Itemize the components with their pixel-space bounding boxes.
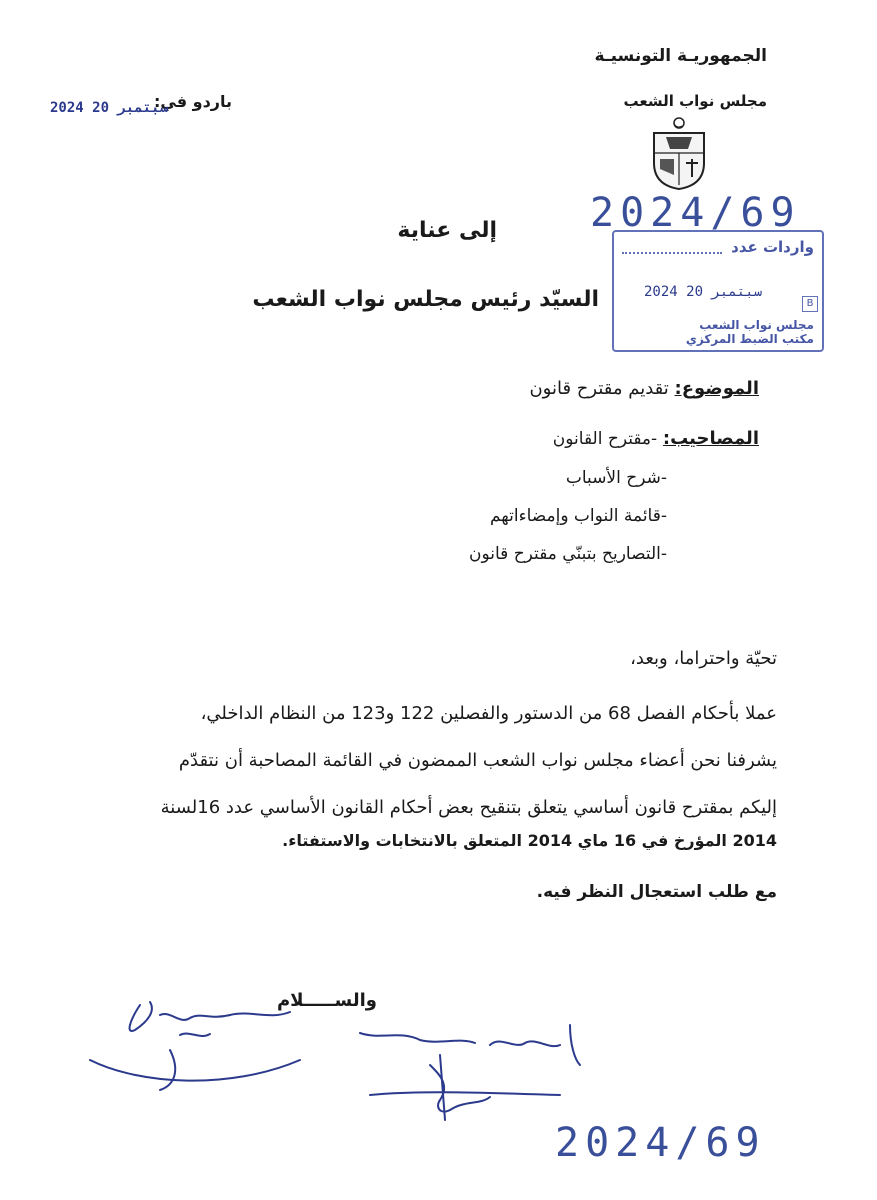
body-line: إليكم بمقترح قانون أساسي يتعلق بتنقيح بعض أحكام القانون الأساسي عدد 16لسنة — [160, 797, 777, 818]
registration-org-line2: مكتب الضبط المركزي — [685, 332, 814, 346]
subject — [529, 378, 759, 399]
date-stamp: 2024 سبتمبر 20 — [50, 100, 169, 116]
body-line: عملا بأحكام الفصل 68 من الدستور والفصلين 122 و123 من النظام الداخلي، — [200, 703, 777, 724]
place-label: باردو في: — [153, 92, 232, 111]
registration-corner-mark: B — [802, 296, 818, 312]
subject-text: تقديم مقترح قانون — [529, 378, 669, 399]
registration-stamp — [612, 230, 824, 352]
attachments-label: المصاحيب: — [662, 428, 759, 449]
footer-registration-number: 2024/69 — [555, 1120, 766, 1166]
body-line: يشرفنا نحن أعضاء مجلس نواب الشعب الممضون في القائمة المصاحبة أن نتقدّم — [178, 750, 777, 771]
recipient-line2: السيّد رئيس مجلس نواب الشعب — [252, 287, 599, 312]
registration-dotted-line — [622, 252, 722, 254]
registration-org — [686, 318, 814, 346]
signature-right — [340, 1015, 600, 1125]
registration-org-line1: مجلس نواب الشعب — [699, 318, 814, 332]
republic-header: الجمهوريـة التونسيـة — [594, 46, 767, 66]
attachment-item: -مقترح القانون — [552, 429, 658, 449]
attachment-item: -قائمة النواب وإمضاءاتهم — [489, 506, 667, 526]
signature-left — [80, 990, 320, 1100]
recipient-line1: إلى عناية — [397, 218, 497, 243]
attachments — [553, 428, 759, 449]
closing: والســـــلام — [276, 990, 377, 1011]
body-line: 2014 المؤرخ في 16 ماي 2014 المتعلق بالانتخابات والاستفتاء. — [282, 831, 777, 850]
registration-label: واردات عدد — [731, 238, 814, 256]
assembly-header: مجلس نواب الشعب — [623, 92, 767, 110]
coat-of-arms-icon — [644, 115, 714, 190]
greeting: تحيّة واحتراما، وبعد، — [630, 648, 777, 669]
subject-label: الموضوع: — [674, 378, 759, 399]
registration-number: 2024/69 — [590, 190, 801, 236]
attachment-item: -شرح الأسباب — [565, 468, 667, 488]
attachment-item: -التصاريح بتبنّي مقترح قانون — [469, 544, 667, 564]
urgency-request: مع طلب استعجال النظر فيه. — [536, 882, 777, 902]
registration-date: 2024 سبتمبر 20 — [644, 284, 763, 300]
